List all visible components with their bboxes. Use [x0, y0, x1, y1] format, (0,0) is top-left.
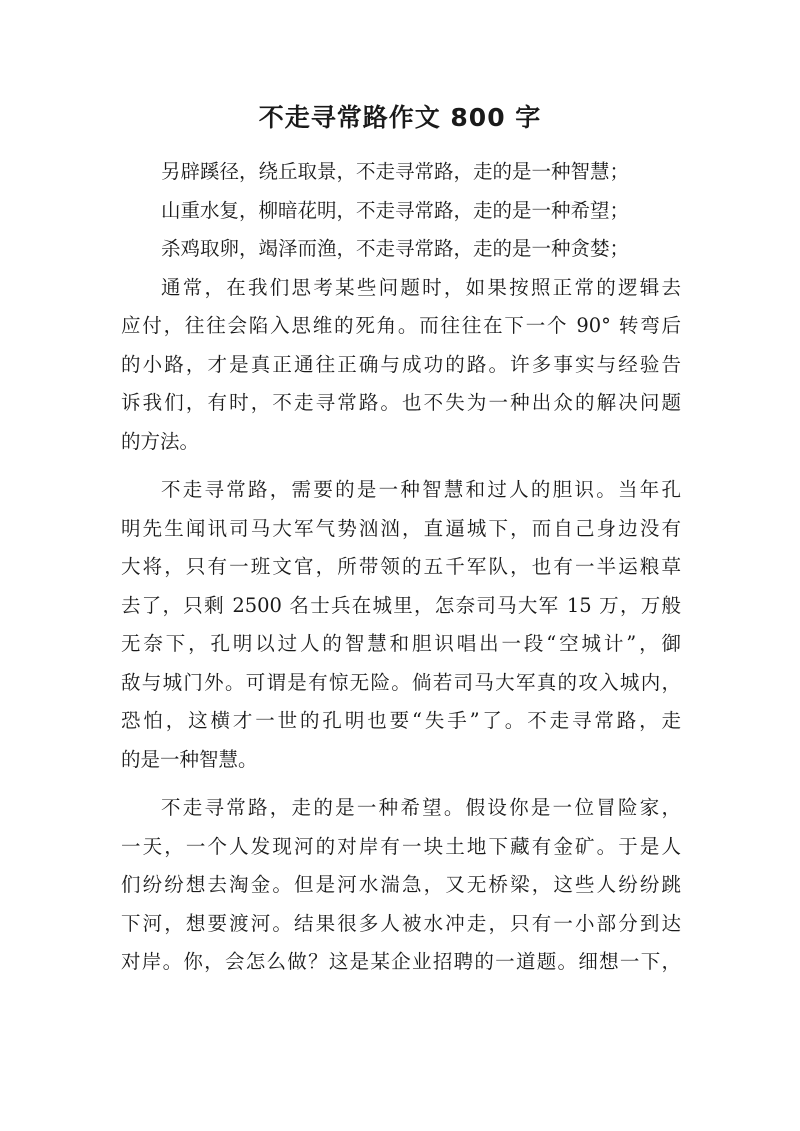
text-line: 另辟蹊径，绕丘取景，不走寻常路，走的是一种智慧； — [161, 160, 630, 183]
text-line: 去了，只剩 2500 名士兵在城里，怎奈司马大军 15 万，万般 — [121, 593, 681, 617]
text-line: 们纷纷想去淘金。但是河水湍急，又无桥梁，这些人纷纷跳 — [121, 873, 681, 896]
document-body — [121, 153, 681, 982]
text-line: 杀鸡取卵，竭泽而渔，不走寻常路，走的是一种贪婪； — [161, 237, 630, 260]
text-line: 的小路，才是真正通往正确与成功的路。许多事实与经验告 — [121, 352, 681, 376]
text-line: 一天，一个人发现河的对岸有一块土地下藏有金矿。于是人 — [121, 834, 681, 858]
text-line: 下河，想要渡河。结果很多人被水冲走，只有一小部分到达 — [121, 911, 681, 935]
paragraph-gap — [121, 461, 681, 471]
text-line: 明先生闻讯司马大军气势汹汹，直逼城下，而自己身边没有 — [121, 516, 681, 540]
paragraph-gap — [121, 779, 681, 789]
text-line: 通常，在我们思考某些问题时，如果按照正常的逻辑去 — [161, 275, 681, 299]
text-line: 无奈下，孔明以过人的智慧和胆识唱出一段“空城计”，御 — [121, 632, 681, 655]
text-line: 不走寻常路，需要的是一种智慧和过人的胆识。当年孔 — [161, 478, 681, 501]
text-line: 的是一种智慧。 — [121, 747, 258, 771]
text-line: 大将，只有一班文官，所带领的五千军队，也有一半运粮草 — [121, 555, 681, 578]
text-line: 应付，往往会陷入思维的死角。而往往在下一个 90° 转弯后 — [121, 314, 681, 337]
document-title: 不走寻常路作文 800 字 — [258, 103, 542, 132]
text-line: 诉我们，有时，不走寻常路。也不失为一种出众的解决问题 — [121, 391, 681, 414]
text-line: 敌与城门外。可谓是有惊无险。倘若司马大军真的攻入城内， — [121, 670, 681, 694]
text-line: 山重水复，柳暗花明，不走寻常路，走的是一种希望； — [161, 198, 630, 222]
text-line: 对岸。你，会怎么做？这是某企业招聘的一道题。细想一下， — [121, 950, 681, 973]
text-line: 恐怕，这横才一世的孔明也要“失手”了。不走寻常路，走 — [121, 709, 681, 732]
text-line: 不走寻常路，走的是一种希望。假设你是一位冒险家， — [161, 796, 681, 819]
text-line: 的方法。 — [121, 429, 200, 453]
